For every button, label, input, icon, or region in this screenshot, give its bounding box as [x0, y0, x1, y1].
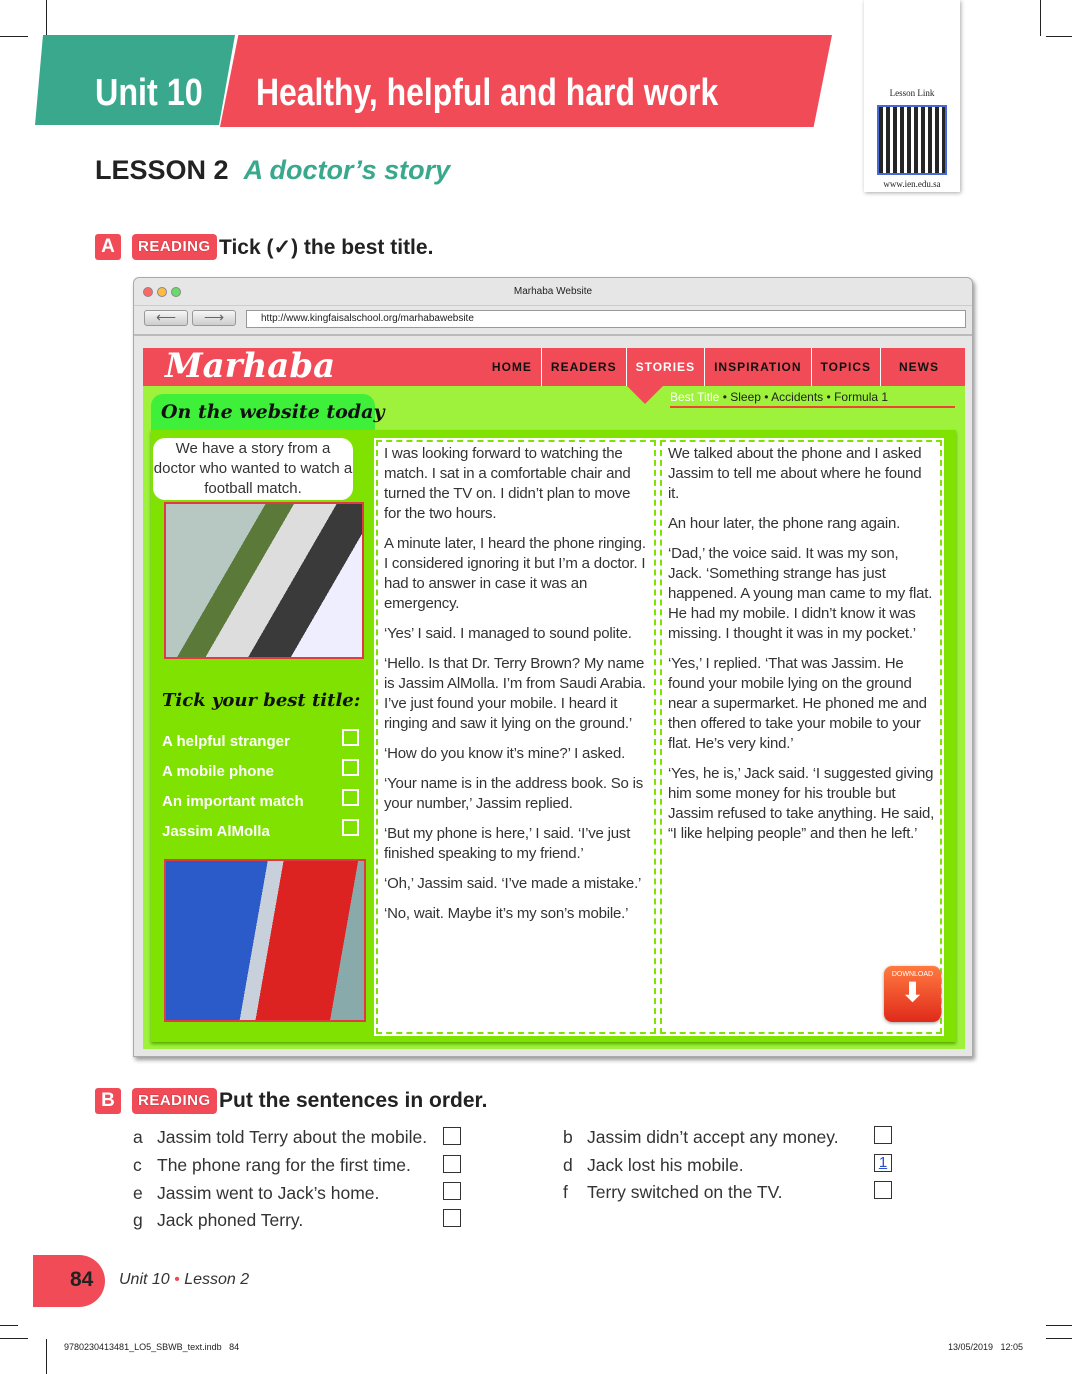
nav-inspiration[interactable]: INSPIRATION [704, 348, 810, 386]
option-checkbox[interactable] [342, 729, 359, 746]
nav-readers[interactable]: READERS [541, 348, 626, 386]
page-number-tab [33, 1255, 105, 1307]
option-checkbox[interactable] [342, 759, 359, 776]
order-item-c: c The phone rang for the first time. [133, 1155, 411, 1175]
download-button[interactable] [884, 966, 941, 1022]
order-box[interactable] [874, 1126, 892, 1144]
lesson-link-url[interactable]: www.ien.edu.sa [883, 179, 941, 189]
subnav-accidents[interactable]: Accidents [771, 390, 824, 404]
section-a-marker: A [95, 234, 121, 260]
reading-badge: READING [132, 1088, 217, 1114]
order-box[interactable] [443, 1209, 461, 1227]
maximize-window-icon[interactable] [171, 287, 181, 297]
nav-topics[interactable]: TOPICS [811, 348, 880, 386]
section-b-instruction: Put the sentences in order. [219, 1089, 488, 1112]
site-logo[interactable]: Marhaba [165, 346, 336, 386]
qr-code-icon[interactable] [877, 105, 947, 175]
story-paragraph: ‘Your name is in the address book. So is your number,’ Jassim replied. [384, 775, 644, 812]
tick-heading: Tick your best title: [162, 690, 361, 711]
story-column-1 [374, 438, 658, 1036]
option-checkbox[interactable] [342, 789, 359, 806]
story-paragraph: ‘How do you know it’s mine?’ I asked. [384, 745, 626, 762]
site-content [143, 386, 965, 1049]
story-paragraph: ‘Yes, he is,’ Jack said. ‘I suggested giving him some money for his trouble but Jassim refused to take anything. He said, “I like helping people” and then he left.’ [668, 765, 935, 842]
order-item-d: d Jack lost his mobile. [563, 1155, 744, 1175]
order-box[interactable] [443, 1155, 461, 1173]
lesson-title: A doctor’s story [243, 155, 451, 185]
minimize-window-icon[interactable] [157, 287, 167, 297]
nav-news[interactable]: NEWS [880, 348, 957, 386]
reading-badge: READING [132, 234, 217, 260]
active-tab-pointer [627, 386, 663, 404]
subnav-best-title[interactable]: Best Title [670, 390, 720, 404]
story-paragraph: ‘Oh,’ Jassim said. ‘I’ve made a mistake.’ [384, 875, 642, 892]
order-box-answered[interactable]: 1 [874, 1154, 892, 1172]
story-paragraph: ‘Yes’ I said. I managed to sound polite. [384, 625, 632, 642]
story-paragraph: An hour later, the phone rang again. [668, 515, 901, 532]
download-arrow-icon: ⬇ [901, 977, 924, 1007]
option-checkbox[interactable] [342, 819, 359, 836]
story-paragraph: A minute later, I heard the phone ringing. I considered ignoring it but I’m a doctor. I had to answer in case it was an emergency. [384, 535, 646, 612]
option-helpful-stranger: A helpful stranger [162, 733, 290, 750]
story-paragraph: ‘Dad,’ the voice said. It was my son, Jack. ‘Something strange has just happened. A young man came to my flat. He had my mobile. I didn’t know it was missing. I thought it was in my pocket.’ [668, 545, 933, 642]
site-nav [143, 348, 965, 386]
story-paragraph: ‘But my phone is here,’ I said. ‘I’ve just finished speaking to my friend.’ [384, 825, 631, 862]
website-today-tab: On the website today [151, 394, 375, 430]
unit-title: Healthy, helpful and hard work [256, 72, 719, 114]
sub-nav: Best Title • Sleep • Accidents • Formula 1 [670, 390, 955, 408]
download-label: DOWNLOAD [891, 971, 934, 978]
doctor-computer-photo [164, 502, 364, 659]
page-number: 84 [70, 1268, 94, 1291]
lesson-link-box[interactable] [864, 0, 960, 192]
story-paragraph: I was looking forward to watching the match. I sat in a comfortable chair and turned the TV on. I didn’t plan to move for the two hours. [384, 445, 631, 522]
order-box[interactable] [443, 1182, 461, 1200]
story-panel [151, 430, 956, 1042]
forward-button[interactable]: ⟶ [192, 310, 236, 326]
subnav-sleep[interactable]: Sleep [730, 390, 761, 404]
lesson-heading [95, 155, 450, 186]
story-column-2 [658, 438, 944, 1036]
lesson-link-label: Lesson Link [889, 88, 935, 98]
nav-stories[interactable]: STORIES [626, 348, 704, 386]
section-b-marker: B [95, 1088, 121, 1114]
order-item-e: e Jassim went to Jack’s home. [133, 1183, 380, 1203]
story-paragraph: ‘Yes,’ I replied. ‘That was Jassim. He found your mobile lying on the ground near a supermarket. He phoned me and then offered to take your mobile to your flat. He’s very kind.’ [668, 655, 927, 752]
print-date: 13/05/2019 12:05 [948, 1342, 1024, 1352]
story-paragraph: ‘No, wait. Maybe it’s my son’s mobile.’ [384, 905, 629, 922]
browser-window [133, 277, 973, 1057]
order-item-g: g Jack phoned Terry. [133, 1210, 304, 1230]
unit-label: Unit 10 [95, 72, 203, 114]
nav-home[interactable]: HOME [491, 360, 532, 374]
subnav-formula-1[interactable]: Formula 1 [834, 390, 889, 404]
lesson-number: LESSON 2 [95, 155, 229, 185]
browser-title-bar: Marhaba Website [134, 278, 972, 306]
option-jassim-almolla: Jassim AlMolla [162, 823, 270, 840]
footer-breadcrumb: Unit 10 • Lesson 2 [119, 1271, 250, 1288]
print-file-info: 9780230413481_LO5_SBWB_text.indb 84 [64, 1342, 240, 1352]
order-item-f: f Terry switched on the TV. [563, 1182, 783, 1202]
option-mobile-phone: A mobile phone [162, 763, 274, 780]
story-paragraph: We talked about the phone and I asked Jassim to tell me about where he found it. [668, 445, 922, 502]
order-item-b: b Jassim didn’t accept any money. [563, 1127, 839, 1147]
back-button[interactable]: ⟵ [144, 310, 188, 326]
url-input[interactable]: http://www.kingfaisalschool.org/marhabawebsite [246, 310, 966, 328]
option-important-match: An important match [162, 793, 304, 810]
close-window-icon[interactable] [143, 287, 153, 297]
speech-bubble: We have a story from a doctor who wanted to watch a football match. [153, 438, 353, 500]
story-paragraph: ‘Hello. Is that Dr. Terry Brown? My name is Jassim AlMolla. I’m from Saudi Arabia. I’ve just found your mobile. I heard it ringing and saw it lying on the ground.’ [384, 655, 646, 732]
order-item-a: a Jassim told Terry about the mobile. [133, 1127, 428, 1147]
football-players-photo [164, 859, 366, 1022]
section-a-instruction: Tick (✓) the best title. [219, 236, 434, 259]
address-bar [134, 306, 972, 336]
order-box[interactable] [443, 1127, 461, 1145]
order-box[interactable] [874, 1181, 892, 1199]
